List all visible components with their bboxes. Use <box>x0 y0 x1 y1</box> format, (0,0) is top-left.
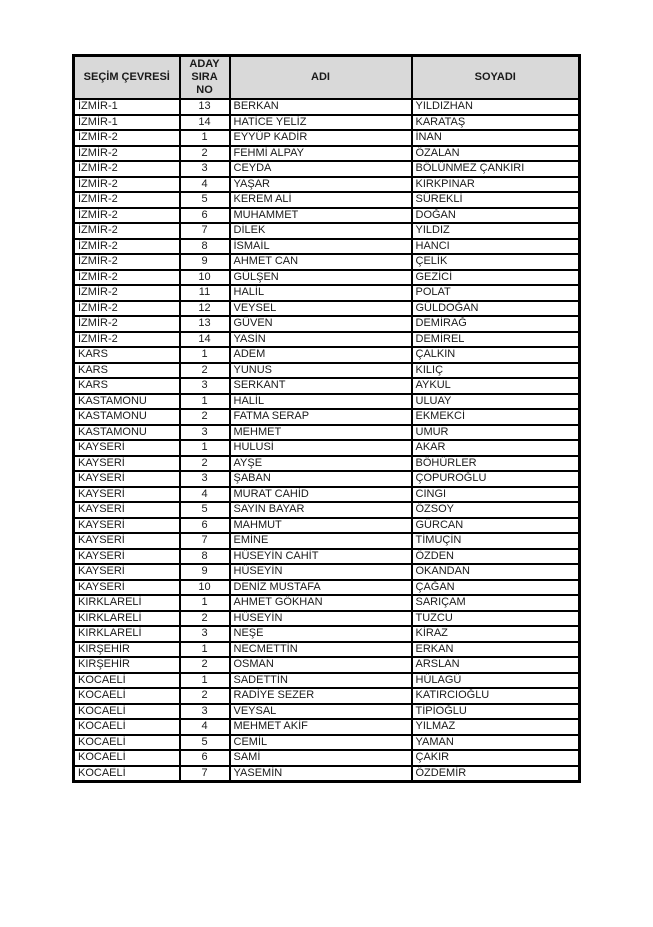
cell-district: KIRŞEHİR <box>74 642 180 658</box>
cell-first-name: NECMETTİN <box>230 642 412 658</box>
cell-surname: AKAR <box>412 440 580 456</box>
cell-first-name: RADİYE SEZER <box>230 688 412 704</box>
cell-surname: ÇALKIN <box>412 347 580 363</box>
table-row <box>74 177 580 193</box>
table-row <box>74 378 580 394</box>
cell-first-name: GÜLŞEN <box>230 270 412 286</box>
cell-order-no: 3 <box>180 471 230 487</box>
cell-order-no: 5 <box>180 192 230 208</box>
cell-district: KOCAELİ <box>74 735 180 751</box>
cell-surname: ÇOPUROĞLU <box>412 471 580 487</box>
cell-surname: ÇELİK <box>412 254 580 270</box>
cell-first-name: YASEMİN <box>230 766 412 782</box>
cell-first-name: MAHMUT <box>230 518 412 534</box>
table-row <box>74 394 580 410</box>
cell-first-name: HÜSEYİN <box>230 611 412 627</box>
cell-district: KARS <box>74 363 180 379</box>
cell-surname: TUZCU <box>412 611 580 627</box>
cell-order-no: 11 <box>180 285 230 301</box>
cell-surname: EKMEKCİ <box>412 409 580 425</box>
cell-district: İZMİR-2 <box>74 301 180 317</box>
cell-surname: HÜLAGÜ <box>412 673 580 689</box>
cell-district: KAYSERİ <box>74 580 180 596</box>
cell-order-no: 3 <box>180 704 230 720</box>
table-row <box>74 642 580 658</box>
cell-surname: ÇAĞAN <box>412 580 580 596</box>
cell-order-no: 2 <box>180 409 230 425</box>
table-row <box>74 347 580 363</box>
cell-surname: DEMİRAĞ <box>412 316 580 332</box>
cell-first-name: EYYÜP KADİR <box>230 130 412 146</box>
cell-district: KAYSERİ <box>74 549 180 565</box>
cell-surname: DOĞAN <box>412 208 580 224</box>
cell-first-name: BERKAN <box>230 99 412 115</box>
table-row <box>74 363 580 379</box>
cell-surname: UMUR <box>412 425 580 441</box>
table-header <box>74 56 580 100</box>
cell-first-name: SAYIN BAYAR <box>230 502 412 518</box>
cell-district: KAYSERİ <box>74 471 180 487</box>
cell-district: İZMİR-2 <box>74 208 180 224</box>
cell-order-no: 6 <box>180 518 230 534</box>
table-row <box>74 146 580 162</box>
cell-first-name: VEYSAL <box>230 704 412 720</box>
cell-first-name: ADEM <box>230 347 412 363</box>
cell-first-name: HÜSEYİN CAHİT <box>230 549 412 565</box>
cell-surname: GÜRCAN <box>412 518 580 534</box>
table-row <box>74 533 580 549</box>
cell-order-no: 10 <box>180 580 230 596</box>
cell-order-no: 8 <box>180 549 230 565</box>
cell-surname: ULUAY <box>412 394 580 410</box>
cell-first-name: AHMET GÖKHAN <box>230 595 412 611</box>
cell-surname: GEZİCİ <box>412 270 580 286</box>
cell-first-name: CEYDA <box>230 161 412 177</box>
table-row <box>74 735 580 751</box>
cell-district: KAYSERİ <box>74 487 180 503</box>
table-row <box>74 549 580 565</box>
cell-order-no: 6 <box>180 750 230 766</box>
cell-order-no: 6 <box>180 208 230 224</box>
cell-first-name: YASİN <box>230 332 412 348</box>
cell-district: KASTAMONU <box>74 409 180 425</box>
cell-order-no: 2 <box>180 688 230 704</box>
cell-surname: CINGI <box>412 487 580 503</box>
cell-order-no: 2 <box>180 146 230 162</box>
cell-first-name: ŞABAN <box>230 471 412 487</box>
cell-first-name: YAŞAR <box>230 177 412 193</box>
cell-district: İZMİR-2 <box>74 192 180 208</box>
cell-first-name: KEREM ALİ <box>230 192 412 208</box>
cell-surname: ARSLAN <box>412 657 580 673</box>
cell-order-no: 1 <box>180 347 230 363</box>
cell-district: İZMİR-2 <box>74 161 180 177</box>
cell-order-no: 3 <box>180 161 230 177</box>
cell-first-name: VEYSEL <box>230 301 412 317</box>
cell-order-no: 13 <box>180 99 230 115</box>
cell-district: İZMİR-2 <box>74 239 180 255</box>
cell-district: KOCAELİ <box>74 704 180 720</box>
cell-order-no: 2 <box>180 657 230 673</box>
cell-surname: BÖLÜNMEZ ÇANKIRI <box>412 161 580 177</box>
cell-surname: DEMİREL <box>412 332 580 348</box>
cell-district: İZMİR-2 <box>74 223 180 239</box>
cell-first-name: FEHMİ ALPAY <box>230 146 412 162</box>
table-row <box>74 456 580 472</box>
cell-order-no: 7 <box>180 766 230 782</box>
cell-district: İZMİR-1 <box>74 99 180 115</box>
table-row <box>74 750 580 766</box>
table-row <box>74 223 580 239</box>
cell-order-no: 1 <box>180 595 230 611</box>
cell-order-no: 4 <box>180 177 230 193</box>
cell-surname: ÖZDEMİR <box>412 766 580 782</box>
table-row <box>74 316 580 332</box>
cell-surname: YILDIZ <box>412 223 580 239</box>
cell-order-no: 7 <box>180 223 230 239</box>
cell-order-no: 14 <box>180 332 230 348</box>
table-row <box>74 487 580 503</box>
table-row <box>74 688 580 704</box>
cell-surname: YILDIZHAN <box>412 99 580 115</box>
cell-surname: SARIÇAM <box>412 595 580 611</box>
table-row <box>74 192 580 208</box>
cell-order-no: 13 <box>180 316 230 332</box>
cell-order-no: 3 <box>180 425 230 441</box>
cell-first-name: AYŞE <box>230 456 412 472</box>
cell-surname: OKANDAN <box>412 564 580 580</box>
cell-order-no: 2 <box>180 363 230 379</box>
table-row <box>74 518 580 534</box>
table-row <box>74 704 580 720</box>
cell-first-name: MUHAMMET <box>230 208 412 224</box>
cell-first-name: EMİNE <box>230 533 412 549</box>
cell-surname: ÇAKIR <box>412 750 580 766</box>
cell-order-no: 4 <box>180 487 230 503</box>
cell-first-name: CEMİL <box>230 735 412 751</box>
cell-district: İZMİR-2 <box>74 285 180 301</box>
cell-first-name: FATMA SERAP <box>230 409 412 425</box>
cell-first-name: YUNUS <box>230 363 412 379</box>
table-row <box>74 332 580 348</box>
cell-first-name: DİLEK <box>230 223 412 239</box>
cell-order-no: 7 <box>180 533 230 549</box>
cell-surname: BÖHÜRLER <box>412 456 580 472</box>
cell-first-name: HALİL <box>230 394 412 410</box>
table-row <box>74 208 580 224</box>
cell-surname: HANCI <box>412 239 580 255</box>
cell-district: İZMİR-2 <box>74 270 180 286</box>
table-row <box>74 99 580 115</box>
table-row <box>74 471 580 487</box>
cell-order-no: 9 <box>180 564 230 580</box>
candidates-tbody <box>74 99 580 781</box>
cell-first-name: MEHMET AKİF <box>230 719 412 735</box>
cell-first-name: SAMİ <box>230 750 412 766</box>
table-row <box>74 657 580 673</box>
cell-district: KOCAELİ <box>74 750 180 766</box>
cell-surname: ÖZDEN <box>412 549 580 565</box>
cell-district: KIRKLARELİ <box>74 626 180 642</box>
table-row <box>74 130 580 146</box>
cell-district: KAYSERİ <box>74 440 180 456</box>
cell-district: KIRKLARELİ <box>74 611 180 627</box>
cell-order-no: 3 <box>180 626 230 642</box>
table-row <box>74 161 580 177</box>
candidates-table <box>72 54 581 783</box>
cell-district: İZMİR-2 <box>74 130 180 146</box>
cell-order-no: 1 <box>180 642 230 658</box>
cell-surname: YAMAN <box>412 735 580 751</box>
cell-district: KOCAELİ <box>74 673 180 689</box>
table-row <box>74 239 580 255</box>
table-row <box>74 611 580 627</box>
table-row <box>74 440 580 456</box>
cell-order-no: 4 <box>180 719 230 735</box>
cell-first-name: HÜSEYİN <box>230 564 412 580</box>
column-header-first-name: ADI <box>230 56 412 100</box>
cell-district: KAYSERİ <box>74 533 180 549</box>
cell-district: KOCAELİ <box>74 719 180 735</box>
cell-district: KAYSERİ <box>74 456 180 472</box>
cell-surname: KİRAZ <box>412 626 580 642</box>
cell-first-name: GÜVEN <box>230 316 412 332</box>
cell-district: KARS <box>74 378 180 394</box>
cell-first-name: SERKANT <box>230 378 412 394</box>
cell-surname: SÜREKLİ <box>412 192 580 208</box>
cell-first-name: AHMET CAN <box>230 254 412 270</box>
cell-district: İZMİR-2 <box>74 332 180 348</box>
cell-district: KARS <box>74 347 180 363</box>
cell-order-no: 5 <box>180 735 230 751</box>
cell-first-name: DENİZ MUSTAFA <box>230 580 412 596</box>
cell-first-name: HULUSİ <box>230 440 412 456</box>
table-row <box>74 580 580 596</box>
table-row <box>74 425 580 441</box>
cell-first-name: HALİL <box>230 285 412 301</box>
cell-order-no: 12 <box>180 301 230 317</box>
cell-district: İZMİR-2 <box>74 146 180 162</box>
table-row <box>74 564 580 580</box>
table-row <box>74 115 580 131</box>
cell-order-no: 3 <box>180 378 230 394</box>
header-row <box>74 56 580 100</box>
cell-district: KIRŞEHİR <box>74 657 180 673</box>
cell-district: KOCAELİ <box>74 688 180 704</box>
cell-first-name: NEŞE <box>230 626 412 642</box>
cell-order-no: 8 <box>180 239 230 255</box>
cell-order-no: 2 <box>180 456 230 472</box>
cell-order-no: 1 <box>180 440 230 456</box>
cell-order-no: 10 <box>180 270 230 286</box>
cell-district: KAYSERİ <box>74 502 180 518</box>
table-row <box>74 719 580 735</box>
table-row <box>74 285 580 301</box>
table-row <box>74 270 580 286</box>
cell-district: İZMİR-1 <box>74 115 180 131</box>
cell-district: KAYSERİ <box>74 564 180 580</box>
cell-surname: GÜLDOĞAN <box>412 301 580 317</box>
cell-district: İZMİR-2 <box>74 316 180 332</box>
cell-order-no: 1 <box>180 130 230 146</box>
cell-surname: KATIRCIOĞLU <box>412 688 580 704</box>
cell-surname: YILMAZ <box>412 719 580 735</box>
table-row <box>74 626 580 642</box>
cell-surname: KARATAŞ <box>412 115 580 131</box>
column-header-order-no: ADAY SIRA NO <box>180 56 230 100</box>
cell-first-name: OSMAN <box>230 657 412 673</box>
cell-first-name: MEHMET <box>230 425 412 441</box>
cell-district: KAYSERİ <box>74 518 180 534</box>
cell-surname: ÖZSOY <box>412 502 580 518</box>
cell-surname: TİMUÇİN <box>412 533 580 549</box>
cell-order-no: 14 <box>180 115 230 131</box>
cell-order-no: 5 <box>180 502 230 518</box>
cell-surname: TİPİOĞLU <box>412 704 580 720</box>
cell-surname: ERKAN <box>412 642 580 658</box>
cell-first-name: MURAT CAHİD <box>230 487 412 503</box>
table-row <box>74 409 580 425</box>
cell-first-name: İSMAİL <box>230 239 412 255</box>
cell-order-no: 1 <box>180 394 230 410</box>
table-row <box>74 595 580 611</box>
table-row <box>74 766 580 782</box>
cell-district: KIRKLARELİ <box>74 595 180 611</box>
cell-surname: ÖZALAN <box>412 146 580 162</box>
cell-district: KASTAMONU <box>74 394 180 410</box>
table-row <box>74 301 580 317</box>
cell-order-no: 2 <box>180 611 230 627</box>
cell-district: KOCAELİ <box>74 766 180 782</box>
cell-district: KASTAMONU <box>74 425 180 441</box>
cell-district: İZMİR-2 <box>74 254 180 270</box>
cell-order-no: 1 <box>180 673 230 689</box>
cell-surname: KILIÇ <box>412 363 580 379</box>
cell-surname: AYKUL <box>412 378 580 394</box>
cell-first-name: SADETTİN <box>230 673 412 689</box>
column-header-surname: SOYADI <box>412 56 580 100</box>
table-row <box>74 502 580 518</box>
cell-surname: İNAN <box>412 130 580 146</box>
column-header-district: SEÇİM ÇEVRESİ <box>74 56 180 100</box>
table-row <box>74 254 580 270</box>
cell-district: İZMİR-2 <box>74 177 180 193</box>
table-row <box>74 673 580 689</box>
cell-surname: POLAT <box>412 285 580 301</box>
cell-surname: KIRKPINAR <box>412 177 580 193</box>
cell-order-no: 9 <box>180 254 230 270</box>
cell-first-name: HATİCE YELİZ <box>230 115 412 131</box>
